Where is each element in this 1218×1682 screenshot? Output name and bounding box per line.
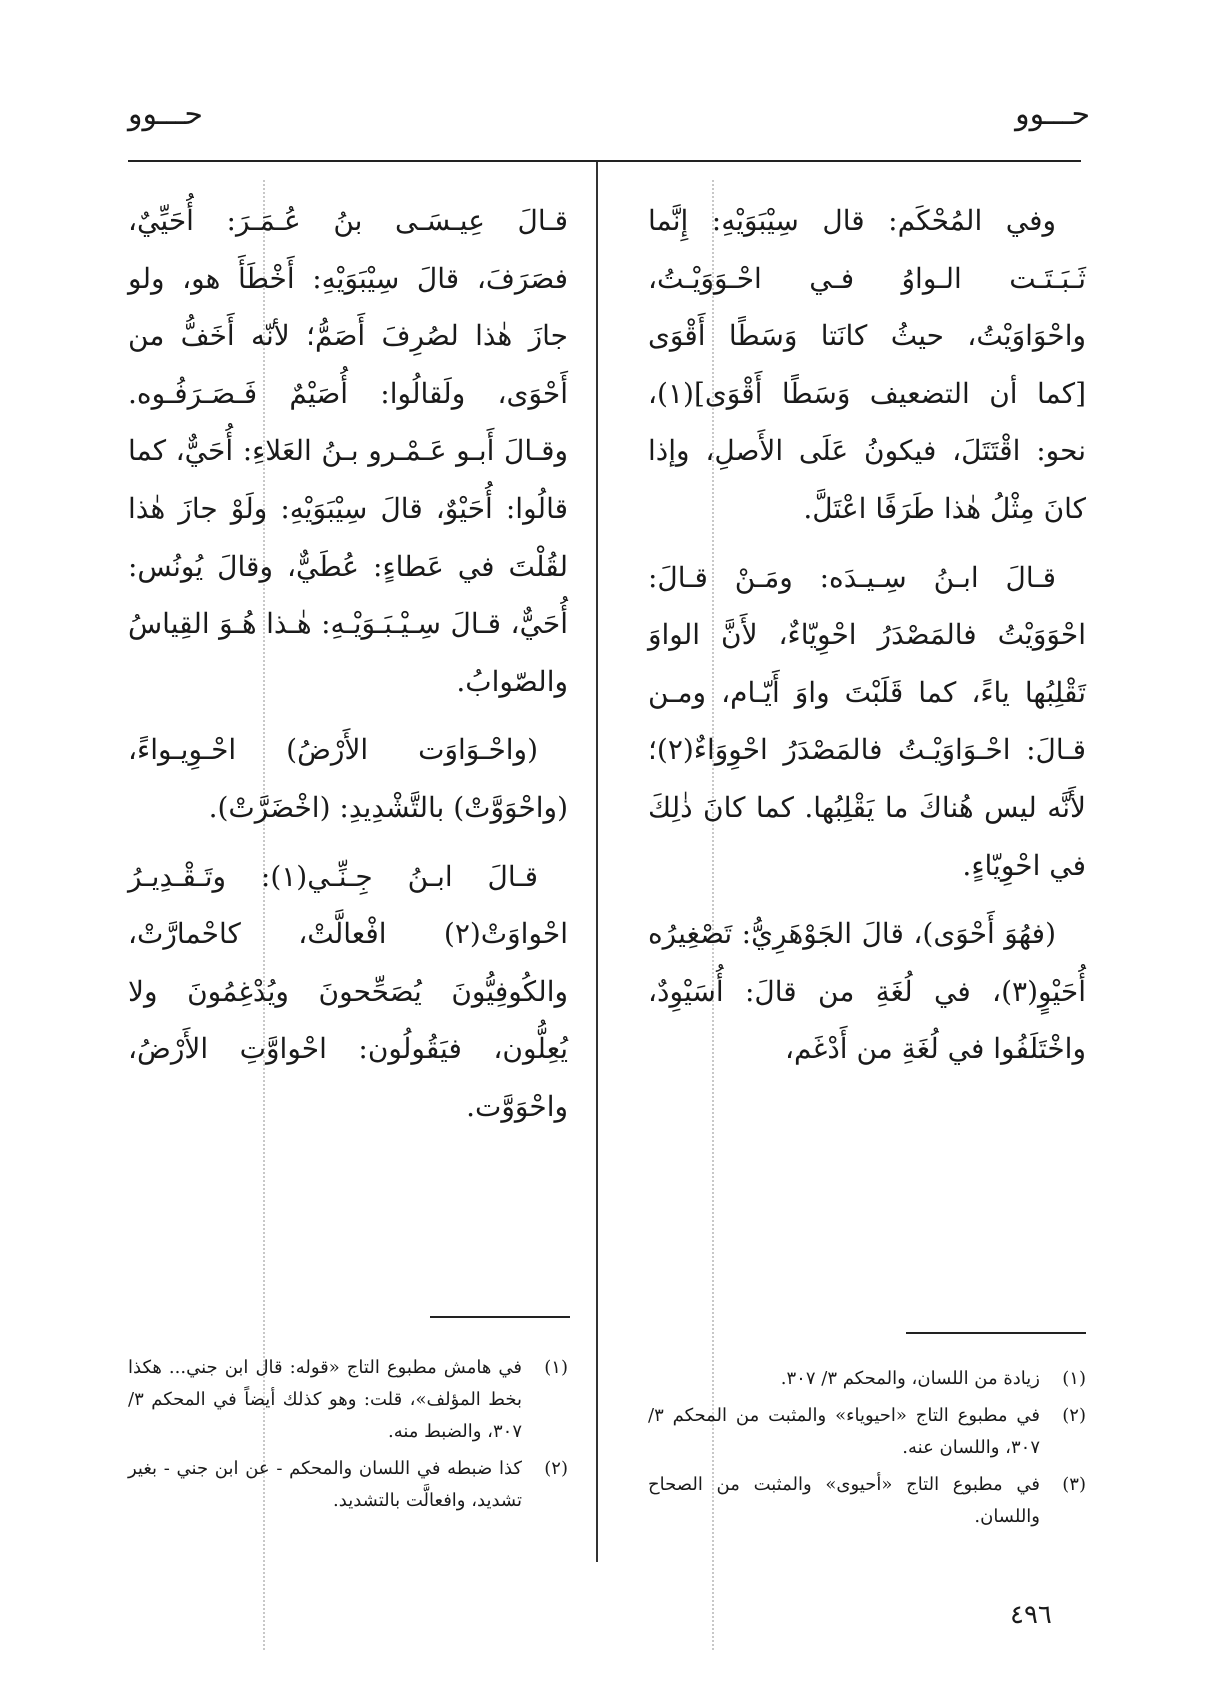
footnote-number: (٢) xyxy=(1062,1405,1086,1426)
footnote-rule-right xyxy=(906,1332,1086,1334)
footnote-text: في مطبوع التاج «أحيوى» والمثبت من الصحاح واللسان. xyxy=(648,1474,1040,1527)
paragraph: (واحْـوَاوَت الأَرْضُ) احْـوِيـواءً، (واحْوَوَّتْ) بالتَّشْدِيدِ: (اخْضَرَّتْ). xyxy=(128,733,568,824)
footnote-number: (١) xyxy=(1062,1368,1086,1389)
footnote xyxy=(648,1363,1086,1395)
footnote-number: (٣) xyxy=(1062,1474,1086,1495)
paragraph: قـالَ ابـنُ جِـنِّـي(١): وتَـقْـدِيـرُ احْواوَتْ(٢) افْعالَّتْ، كاحْمارَّتْ، والكُوفِيُّونَ يُصَحِّحونَ ويُدْغِمُونَ ولا يُعِلُّون، فيَقُولُون: احْواوَّتِ الأَرْضُ، واحْوَوَّت. xyxy=(128,859,568,1123)
footnote-number: (١) xyxy=(544,1357,568,1378)
running-head-right: حـــوو xyxy=(1015,97,1090,132)
footnote xyxy=(648,1469,1086,1533)
footnotes-right xyxy=(648,1363,1086,1538)
paragraph: قـالَ عِيـسَـى بنُ عُـمَـرَ: أُحَيِّيٌ، فصَرَفَ، قالَ سِيْبَوَيْهِ: أَخْطَأَ هو، ولو جازَ هٰذا لصُرِفَ أَصَمُّ؛ لأنّه أَخَفُّ من أَحْوَى، ولَقالُوا: أُصَيْمٌ فَـصَـرَفُـوه. وقـالَ أَبـو عَـمْـرو بـنُ العَلاءِ: أُحَيٌّ، كما قالُوا: أُحَيْوٌ، قالَ سِيْبَوَيْهِ: ولَوْ جازَ هٰذا لقُلْتَ في عَطاءٍ: عُطَيٌّ، وقالَ يُونُس: أُحَيٌّ، قـالَ سِـيْـبَـوَيْـهِ: هٰـذا هُـوَ القِياسُ والصّوابُ. xyxy=(128,204,568,698)
footnote xyxy=(648,1400,1086,1464)
paragraph: (فهُوَ أَحْوَى)، قالَ الجَوْهَرِيُّ: تَصْغِيرُه أُحَيْوٍ(٣)، في لُغَةِ من قالَ: أُسَيْوِدٌ، واخْتَلَفُوا في لُغَةِ من أَدْغَم، xyxy=(648,917,1086,1066)
running-head-left: حـــوو xyxy=(128,97,203,132)
footnote-text: كذا ضبطه في اللسان والمحكم - عن ابن جني - بغير تشديد، وافعالَّت بالتشديد. xyxy=(128,1458,522,1511)
right-column xyxy=(648,192,1086,1089)
left-column xyxy=(128,192,568,1147)
header-rule xyxy=(128,160,1081,162)
footnote xyxy=(128,1352,568,1448)
footnote xyxy=(128,1453,568,1517)
footnote-rule-left xyxy=(430,1316,570,1318)
footnote-text: زيادة من اللسان، والمحكم ٣/ ٣٠٧. xyxy=(780,1368,1040,1389)
page-number: ٤٩٦ xyxy=(1010,1600,1052,1630)
footnote-text: في مطبوع التاج «احيوياء» والمثبت من المحكم ٣/ ٣٠٧، واللسان عنه. xyxy=(648,1405,1040,1458)
column-divider xyxy=(596,162,598,1562)
paragraph: وفي المُحْكَم: قال سِيْبَوَيْهِ: إِنَّما ثَـبَـتَـت الـواوُ فـي احْـوَوَيْـتُ، واحْوَاوَيْتُ، حيثُ كانَتا وَسَطًا أَقْوَى [كما أن التضعيف وَسَطًا أَقْوَى](١)، نحو: اقْتَتَلَ، فيكونُ عَلَى الأَصلِ، وإذا كانَ مِثْلُ هٰذا طَرَفًا اعْتَلَّ. xyxy=(648,204,1086,525)
footnote-text: في هامش مطبوع التاج «قوله: قال ابن جني... هكذا بخط المؤلف»، قلت: وهو كذلك أيضاً في المحكم ٣/ ٣٠٧، والضبط منه. xyxy=(128,1357,522,1442)
paragraph: قـالَ ابـنُ سِـيـدَه: ومَـنْ قـالَ: احْوَوَيْتُ فالمَصْدَرُ احْوِيّاءٌ، لأَنَّ الواوَ تَقْلِبُها ياءً، كما قَلَبْتَ واوَ أَيّـام، ومـن قـالَ: احْـوَاوَيْـتُ فالمَصْدَرُ احْوِوَاءٌ(٢)؛ لأَنَّه ليس هُناكَ ما يَقْلِبُها. كما كانَ ذٰلِكَ في احْوِيّاءٍ. xyxy=(648,560,1086,882)
footnotes-left xyxy=(128,1352,568,1522)
footnote-number: (٢) xyxy=(544,1458,568,1479)
